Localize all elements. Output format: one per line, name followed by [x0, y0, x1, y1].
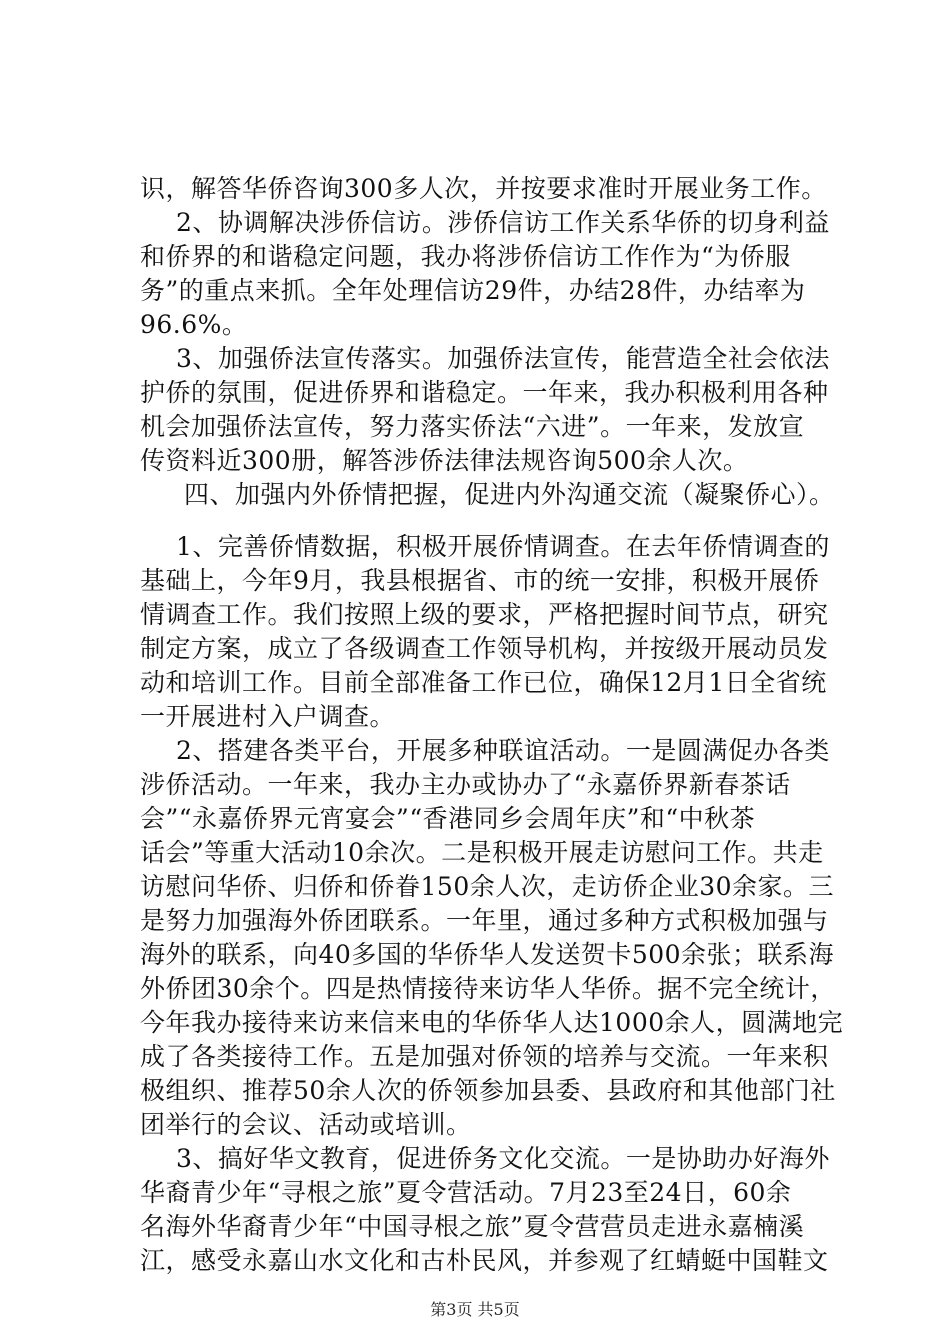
text-line: 2、协调解决涉侨信访。涉侨信访工作关系华侨的切身利益: [176, 208, 830, 237]
text-line: 会”“永嘉侨界元宵宴会”“香港同乡会周年庆”和“中秋茶: [140, 804, 756, 833]
text-line: 识，解答华侨咨询300多人次，并按要求准时开展业务工作。: [140, 174, 827, 203]
text-line: 96.6%。: [140, 310, 248, 339]
text-line: 涉侨活动。一年来，我办主办或协办了“永嘉侨界新春茶话: [140, 770, 791, 799]
text-line: 务”的重点来抓。全年处理信访29件，办结28件，办结率为: [140, 276, 806, 305]
text-line: 制定方案，成立了各级调查工作领导机构，并按级开展动员发: [140, 634, 829, 663]
text-line: 3、加强侨法宣传落实。加强侨法宣传，能营造全社会依法: [176, 344, 830, 373]
text-line: 机会加强侨法宣传，努力落实侨法“六进”。一年来，发放宣: [140, 412, 805, 441]
text-line: 护侨的氛围，促进侨界和谐稳定。一年来，我办积极利用各种: [140, 378, 829, 407]
text-line: 名海外华裔青少年“中国寻根之旅”夏令营营员走进永嘉楠溪: [140, 1212, 805, 1241]
text-line: 传资料近300册，解答涉侨法律法规咨询500余人次。: [140, 446, 749, 475]
text-line: 极组织、推荐50余人次的侨领参加县委、县政府和其他部门社: [140, 1076, 836, 1105]
text-line: 是努力加强海外侨团联系。一年里，通过多种方式积极加强与: [140, 906, 829, 935]
text-line: 基础上，今年9月，我县根据省、市的统一安排，积极开展侨: [140, 566, 820, 595]
text-line: 访慰问华侨、归侨和侨眷150余人次，走访侨企业30余家。三: [140, 872, 835, 901]
text-line: 团举行的会议、活动或培训。: [140, 1110, 472, 1139]
section-heading: 四、加强内外侨情把握，促进内外沟通交流（凝聚侨心）。: [184, 480, 835, 509]
text-line: 1、完善侨情数据，积极开展侨情调查。在去年侨情调查的: [176, 532, 830, 561]
text-line: 成了各类接待工作。五是加强对侨领的培养与交流。一年来积: [140, 1042, 829, 1071]
text-line: 3、搞好华文教育，促进侨务文化交流。一是协助办好海外: [176, 1144, 830, 1173]
text-line: 动和培训工作。目前全部准备工作已位，确保12月1日全省统: [140, 668, 827, 697]
text-line: 海外的联系，向40多国的华侨华人发送贺卡500余张；联系海: [140, 940, 835, 969]
text-line: 一开展进村入户调查。: [140, 702, 396, 731]
text-line: 2、搭建各类平台，开展多种联谊活动。一是圆满促办各类: [176, 736, 830, 765]
text-line: 今年我办接待来访来信来电的华侨华人达1000余人，圆满地完: [140, 1008, 844, 1037]
page-footer: 第3页 共5页: [430, 1300, 520, 1319]
text-line: 和侨界的和谐稳定问题，我办将涉侨信访工作作为“为侨服: [140, 242, 791, 271]
text-line: 外侨团30余个。四是热情接待来访华人华侨。据不完全统计，: [140, 974, 836, 1003]
text-line: 江，感受永嘉山水文化和古朴民风，并参观了红蜻蜓中国鞋文: [140, 1246, 829, 1275]
text-line: 情调查工作。我们按照上级的要求，严格把握时间节点，研究: [140, 600, 829, 629]
text-line: 话会”等重大活动10余次。二是积极开展走访慰问工作。共走: [140, 838, 824, 867]
text-line: 华裔青少年“寻根之旅”夏令营活动。7月23至24日，60余: [140, 1178, 792, 1207]
